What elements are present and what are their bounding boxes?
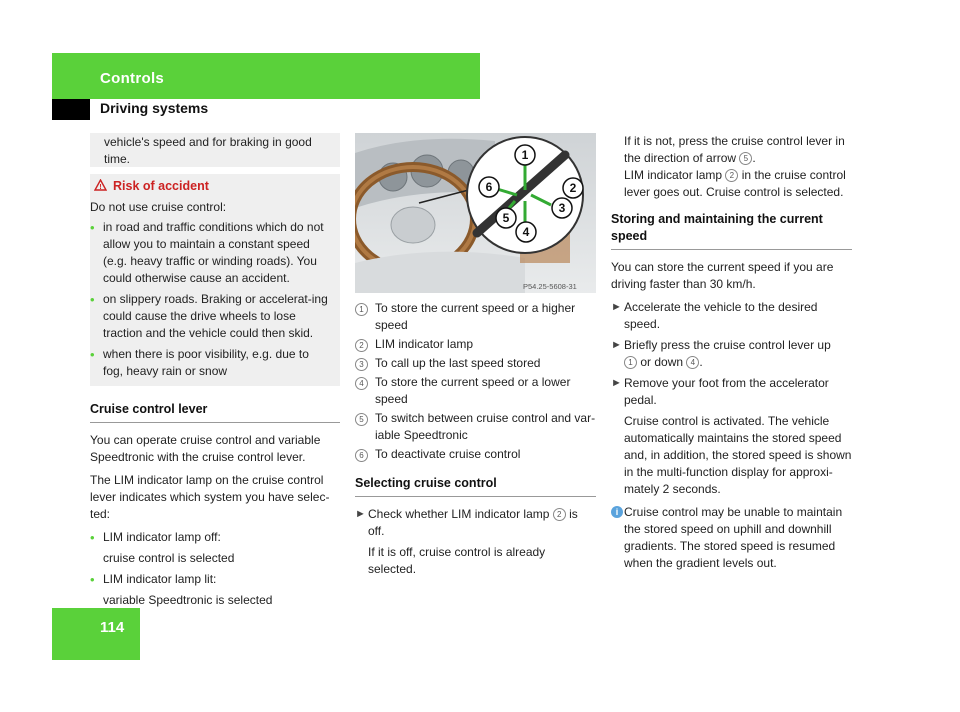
action-step: ► Remove your foot from the accelerator pedal. (611, 376, 829, 407)
page-number-tab (52, 608, 140, 660)
action-step: ► Accelerate the vehicle to the desired speed. (611, 300, 818, 331)
svg-text:!: ! (99, 184, 102, 191)
subsection-marker (52, 99, 90, 120)
arrow-icon: ► (611, 377, 622, 389)
warning-triangle-icon (94, 179, 107, 191)
svg-text:4: 4 (522, 225, 530, 239)
legend-item: 4 To store the current speed or a lower speed (355, 374, 596, 408)
action-step: ► Briefly press the cruise control lever up 1 or down 4 . (611, 338, 831, 369)
arrow-icon: ► (611, 339, 622, 351)
action-continued: If it is not, press the cruise control lever in the direction of arrow 5 . LIM indicator lamp 2 in the cruise control lever goes out. Cruise control is selected. (624, 134, 846, 199)
legend-item: 5 To switch between cruise control and var-iable Speedtronic (355, 410, 596, 444)
warning-item: • when there is poor visibility, e.g. due to fog, heavy rain or snow (90, 347, 309, 378)
warning-title: ! Risk of accident (94, 178, 330, 195)
warning-box (90, 174, 340, 386)
cruise-control-lever-photo (355, 133, 596, 293)
dashboard-illustration (355, 133, 596, 293)
section-header-bar (52, 53, 480, 99)
svg-text:2: 2 (569, 181, 577, 195)
action-step: ► Check whether LIM indicator lamp 2 is off. (355, 507, 578, 538)
legend-item: 1 To store the current speed or a higher speed (355, 300, 596, 334)
warning-item: • in road and traffic conditions which do not allow you to maintain a constant speed (e.g. heavy traffic or winding roads). You could otherwise cause an accident. (90, 220, 324, 285)
column-1-body (90, 401, 340, 613)
heading-selecting-cruise-control: Selecting cruise control (355, 475, 596, 497)
continued-text: vehicle's speed and for braking in good time. (104, 135, 312, 166)
arrow-icon: ► (611, 301, 622, 313)
legend-item: 3 To call up the last speed stored (355, 355, 596, 372)
image-code: P54.25-5608-31 (523, 282, 577, 291)
action-result: If it is off, cruise control is already selected. (368, 545, 546, 576)
paragraph: The LIM indicator lamp on the cruise control lever indicates which system you have selec-ted: (90, 473, 330, 521)
page-number: 114 (100, 619, 125, 636)
warning-intro: Do not use cruise control: (90, 200, 227, 214)
list-item: • LIM indicator lamp off: (90, 530, 221, 545)
paragraph: You can operate cruise control and variable Speedtronic with the cruise control lever. (90, 433, 321, 464)
heading-storing-speed: Storing and maintaining the current speed (611, 211, 852, 250)
info-note: i Cruise control may be unable to maintain the stored speed on uphill and downhill gradients. The stored speed is resumed when the gradient levels out. (611, 504, 852, 572)
list-item-detail: variable Speedtronic is selected (103, 593, 273, 607)
svg-text:1: 1 (521, 148, 529, 162)
paragraph: You can store the current speed if you are driving faster than 30 km/h. (611, 260, 834, 291)
column-2-body (355, 300, 596, 582)
list-item-detail: cruise control is selected (103, 551, 235, 565)
action-result: Cruise control is activated. The vehicle automatically maintains the stored speed and, in addition, the stored speed is shown in the multi-function display for approxi-mately 2 seconds. (624, 414, 852, 496)
arrow-icon: ► (355, 508, 366, 520)
subsection-title: Driving systems (100, 100, 209, 116)
legend-item: 6 To deactivate cruise control (355, 446, 596, 463)
legend-item: 2 LIM indicator lamp (355, 336, 596, 353)
svg-text:3: 3 (558, 201, 566, 215)
heading-cruise-control-lever: Cruise control lever (90, 401, 340, 423)
column-3-body (611, 133, 852, 576)
info-icon: i (611, 506, 623, 518)
svg-text:5: 5 (502, 211, 510, 225)
list-item: • LIM indicator lamp lit: (90, 572, 217, 587)
warning-item: • on slippery roads. Braking or accelerat-ing could cause the drive wheels to lose traction and the vehicle could then skid. (90, 292, 328, 340)
continued-text-box (90, 133, 340, 167)
section-title: Controls (100, 70, 165, 87)
svg-text:6: 6 (485, 180, 493, 194)
